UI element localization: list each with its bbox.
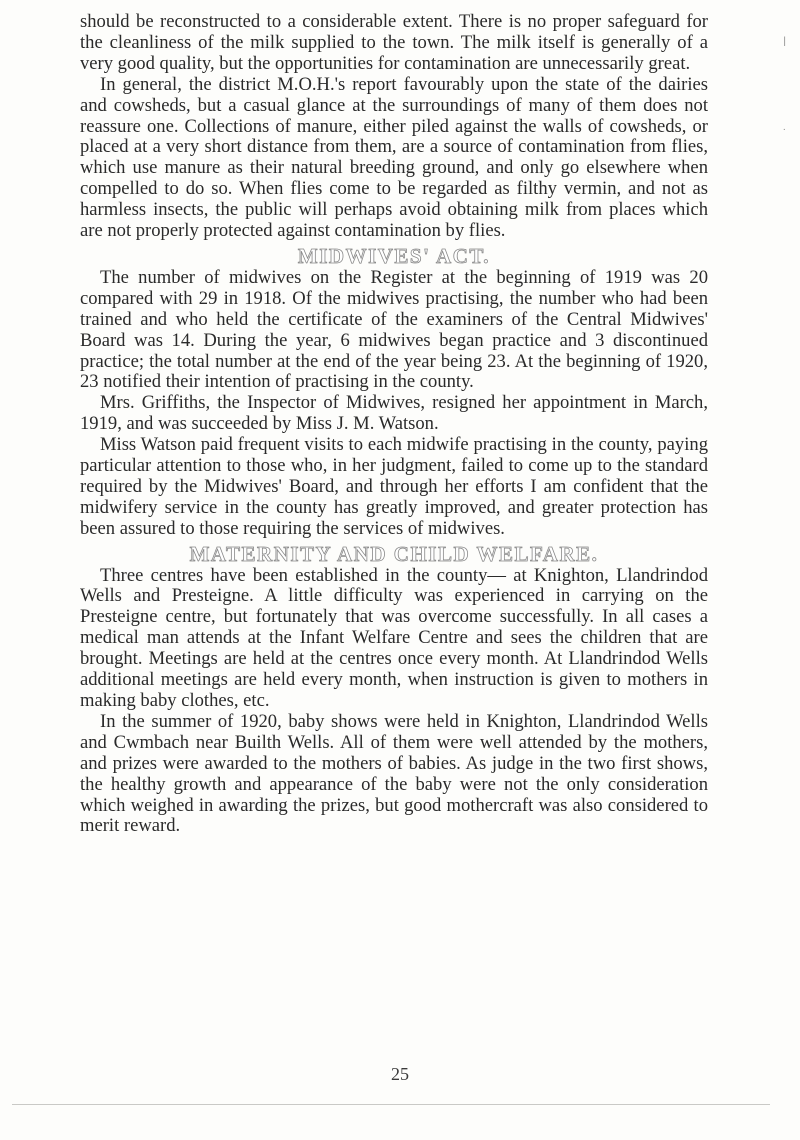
margin-tick-mark: · bbox=[782, 124, 786, 135]
page-number: 25 bbox=[391, 1064, 409, 1084]
paragraph-continuation: should be reconstructed to a considerable extent. There is no proper safeguard for the cleanliness of the milk supplied to the town. The milk itself is generally of a very good quality, but the opportunities for contamination are unnecessarily great. bbox=[80, 11, 708, 74]
paragraph-midwives-register: The number of midwives on the Register at the beginning of 1919 was 20 compared with 29 in 1918. Of the midwives practising, the number who had been trained and who held the certificate of the examiners of the Central Midwives' Board was 14. During the year, 6 midwives began practice and 3 discontinued practice; the total number at the end of the year being 23. At the beginning of 1920, 23 notified their intention of practising in the county. bbox=[80, 266, 708, 393]
bottom-edge-line bbox=[12, 1104, 770, 1105]
body-text bbox=[80, 12, 708, 837]
paragraph-baby-shows: In the summer of 1920, baby shows were held in Knighton, Llandrindod Wells and Cwmbach near Builth Wells. All of them were well attended by the mothers, and prizes were awarded to the mothers of babies. As judge in the two first shows, the healthy growth and appearance of the baby were not the only consideration which weighed in awarding the prizes, but good mothercraft was also considered to merit reward. bbox=[80, 710, 708, 837]
section-heading-midwives: MIDWIVES' ACT. bbox=[297, 243, 491, 268]
paragraph-midwives-visits: Miss Watson paid frequent visits to each midwife practising in the county, paying particular attention to those who, in her judgment, failed to come up to the standard required by the Midwives' Board, and through her efforts I am confident that the midwifery service in the county has greatly improved, and greater protection has been assured to those requiring the services of midwives. bbox=[80, 434, 708, 539]
paragraph-maternity-centres: Three centres have been established in the county— at Knighton, Llandrindod Wells and Presteigne. A little difficulty was experienced in carrying on the Presteigne centre, but fortunately that was overcome successfully. In all cases a medical man attends at the Infant Welfare Centre and sees the children that are brought. Meetings are held at the centres once every month. At Llandrindod Wells additional meetings are held every month, when instruction is given to mothers in making baby clothes, etc. bbox=[80, 564, 708, 711]
section-heading-maternity: MATERNITY AND CHILD WELFARE. bbox=[189, 541, 599, 566]
paragraph-dairies: In general, the district M.O.H.'s report favourably upon the state of the dairies and cowsheds, but a casual glance at the surroundings of many of them does not reassure one. Collections of manure, either piled against the walls of cowsheds, or placed at a very short distance from them, are a source of contamination from flies, which use manure as their natural breeding ground, and only go elsewhere when compelled to do so. When flies come to be regarded as filthy vermin, and not as harmless insects, the public will perhaps avoid obtaining milk from places which are not properly protected against contamination by flies. bbox=[80, 73, 708, 242]
paragraph-midwives-inspector: Mrs. Griffiths, the Inspector of Midwives, resigned her appointment in March, 1919, and was succeeded by Miss J. M. Watson. bbox=[80, 392, 708, 435]
margin-tick-mark: | bbox=[783, 36, 786, 47]
